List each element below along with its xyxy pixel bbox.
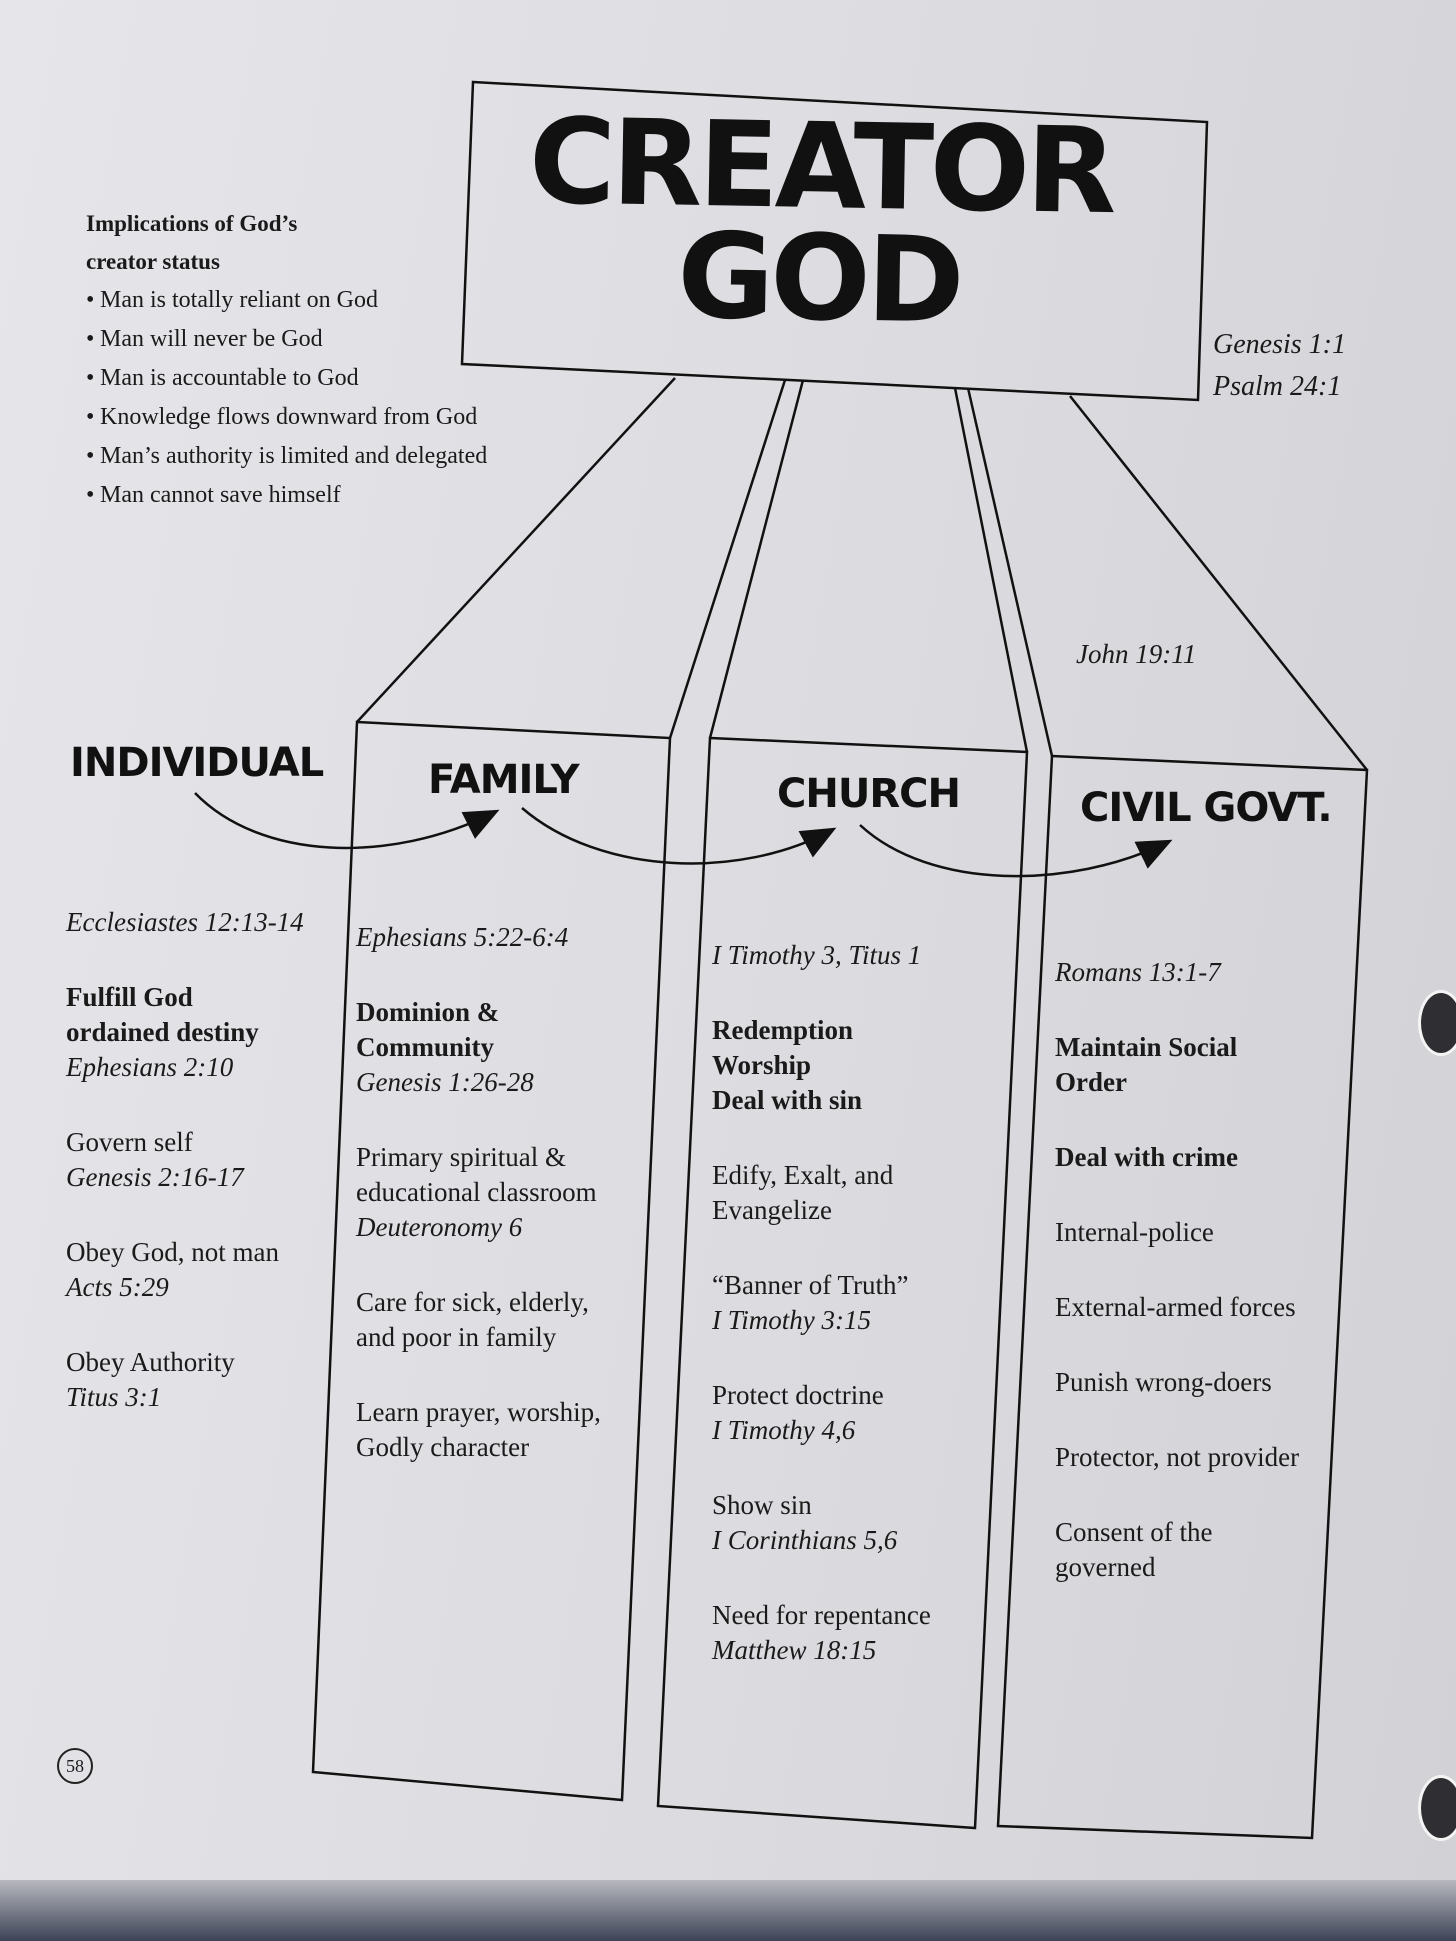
list-item: Obey God, not man Acts 5:29 [66,1237,279,1302]
heading-church: CHURCH [777,771,960,817]
title-line-god: GOD [676,206,962,350]
list-item: Learn prayer, worship, Godly character [356,1397,601,1462]
creator-god-title [468,91,1172,350]
list-item: • Knowledge flows downward from God [86,404,478,430]
list-item: Dominion & Community Genesis 1:26-28 [356,997,534,1097]
implications-heading-1: Implications of God’s [86,211,298,236]
church-column [712,938,1002,1708]
church-connector-right [955,388,1027,752]
heading-civil-govt: CIVIL GOVT. [1080,785,1332,831]
list-item: • Man will never be God [86,326,323,352]
implications-list [86,205,487,515]
list-item: Obey Authority Titus 3:1 [66,1347,235,1412]
civil-connector-left [968,388,1052,756]
list-item: Primary spiritual & educational classroom Deuteronomy 6 [356,1142,597,1242]
list-item: External-armed forces [1055,1292,1296,1322]
list-item: • Man is totally reliant on God [86,287,378,313]
list-item: Care for sick, elderly, and poor in family [356,1287,589,1352]
list-item: Govern self Genesis 2:16-17 [66,1127,244,1192]
implications-heading-2: creator status [86,249,220,274]
column-reference: Ephesians 5:22-6:4 [356,922,569,952]
list-item: Deal with crime [1055,1142,1238,1172]
family-connector-right [670,380,785,738]
list-item: Fulfill God ordained destiny Ephesians 2:10 [66,982,259,1082]
list-item: Punish wrong-doers [1055,1367,1272,1397]
list-item: • Man is accountable to God [86,365,359,391]
column-reference: Ecclesiastes 12:13-14 [66,907,304,937]
civil-govt-column [1055,955,1345,1625]
list-item: Need for repentance Matthew 18:15 [712,1600,931,1665]
reference: Genesis 1:1 [1213,329,1346,360]
list-item: Show sin I Corinthians 5,6 [712,1490,898,1555]
arrow-church-to-civil [860,825,1168,876]
list-item: “Banner of Truth” I Timothy 3:15 [712,1270,909,1335]
list-item: Protector, not provider [1055,1442,1300,1472]
list-item: Internal-police [1055,1217,1214,1247]
church-connector-left [710,380,803,738]
title-line-creator: CREATOR [527,91,1115,241]
page-number: 58 [57,1748,93,1784]
column-reference: Romans 13:1-7 [1055,957,1221,987]
top-references [1213,324,1346,408]
list-item: Maintain Social Order [1055,1032,1238,1097]
list-item: Redemption Worship Deal with sin [712,1015,863,1115]
reference: Psalm 24:1 [1213,371,1342,402]
list-item: Protect doctrine I Timothy 4,6 [712,1380,884,1445]
family-column [356,920,646,1505]
heading-individual: INDIVIDUAL [70,740,324,786]
civil-connector-right [1070,396,1367,770]
individual-column [66,905,306,1455]
civil-connector-reference: John 19:11 [1076,639,1197,669]
list-item: Consent of the governed [1055,1517,1213,1582]
list-item: Edify, Exalt, and Evangelize [712,1160,894,1225]
list-item: • Man’s authority is limited and delegated [86,443,488,469]
heading-family: FAMILY [428,757,579,803]
list-item: • Man cannot save himself [86,482,341,508]
column-reference: I Timothy 3, Titus 1 [712,940,922,970]
